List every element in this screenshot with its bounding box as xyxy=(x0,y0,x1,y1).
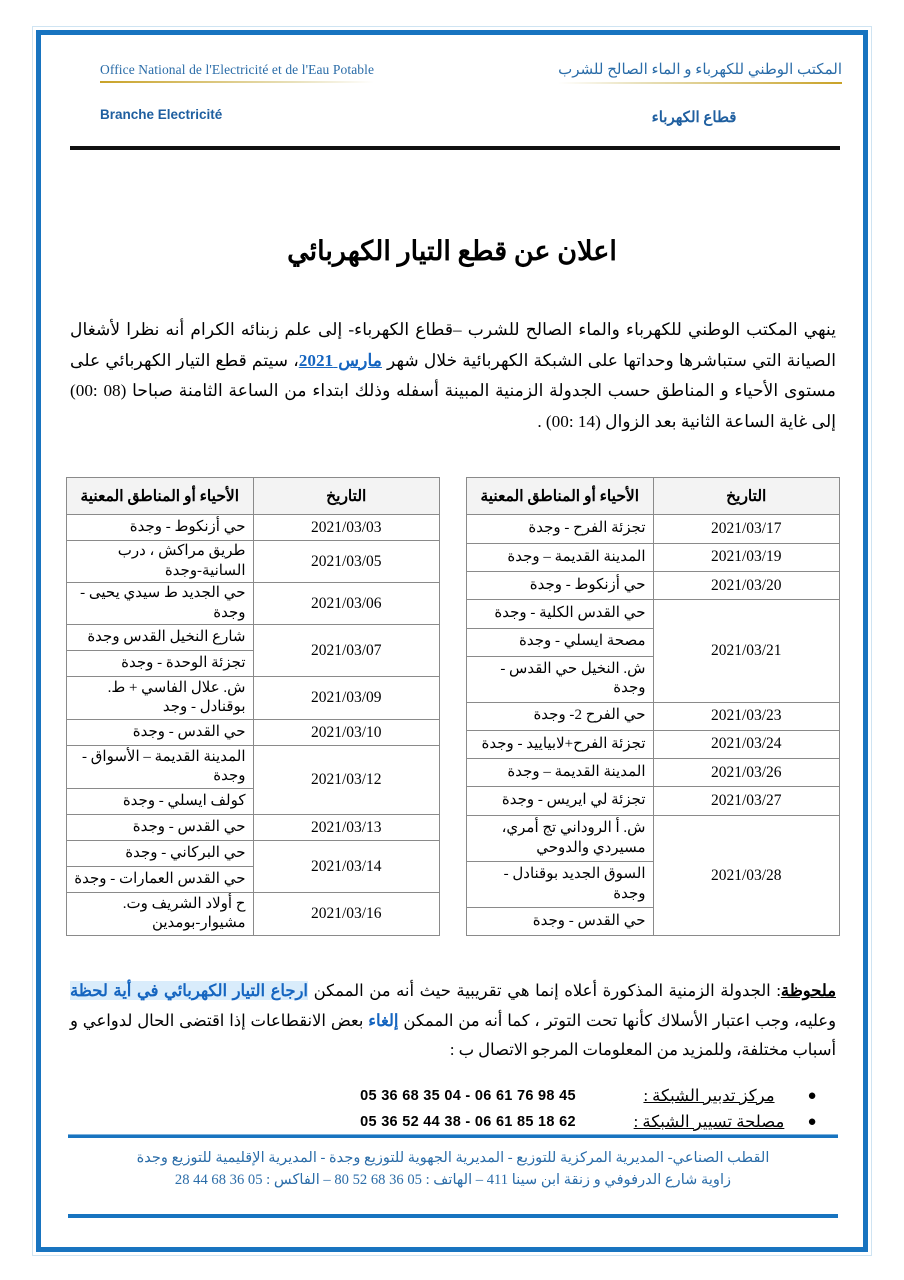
cell-date: 2021/03/28 xyxy=(653,815,840,936)
note-highlight-restore: ارجاع التيار الكهربائي في أية لحظة xyxy=(70,981,308,1001)
footer-divider-top xyxy=(68,1134,838,1138)
contact-item xyxy=(44,1086,820,1106)
cell-date: 2021/03/19 xyxy=(653,543,840,571)
intro-text-part2: ، سيتم قطع التيار الكهربائي على مستوى الأحياء و المناطق حسب الجدولة الزمنية المبينة أسفله وذلك ابتداء من الساعة الثامنة صباحا (08 :00) إلى غاية الساعة الثانية بعد الزوال (14 :00) . xyxy=(70,350,836,431)
schedule-tables xyxy=(66,477,840,936)
intro-month-highlight: مارس 2021 xyxy=(298,350,382,370)
bullet-icon: ● xyxy=(807,1087,817,1104)
contact-item xyxy=(44,1112,820,1132)
intro-text-part1: ينهي المكتب الوطني للكهرباء والماء الصالح للشرب –قطاع الكهرباء- إلى علم زبنائه الكرام أنه نظرا لأشغال الصيانة التي ستباشرها وحداتها على الشبكة الكهربائية خلال شهر xyxy=(70,320,836,370)
bullet-icon: ● xyxy=(807,1113,817,1130)
table-left-head xyxy=(467,478,840,515)
cell-zone: تجزئة الفرح - وجدة xyxy=(467,515,654,543)
letterhead xyxy=(44,38,860,150)
cell-zone: حي القدس - وجدة xyxy=(467,908,654,936)
table-right-header-row xyxy=(67,478,440,515)
table-row xyxy=(67,746,440,789)
cell-date: 2021/03/09 xyxy=(253,677,440,720)
cell-zone: حي القدس - وجدة xyxy=(67,720,254,746)
cell-date: 2021/03/03 xyxy=(253,515,440,541)
table-row xyxy=(67,677,440,720)
note-lead-label: ملحوظة xyxy=(780,981,836,1001)
cell-date: 2021/03/12 xyxy=(253,746,440,815)
table-row xyxy=(67,515,440,541)
cell-date: 2021/03/21 xyxy=(653,600,840,702)
table-left-body xyxy=(467,515,840,936)
schedule-table-right xyxy=(66,477,440,936)
cell-zone: المدينة القديمة – وجدة xyxy=(467,759,654,787)
cell-date: 2021/03/26 xyxy=(653,759,840,787)
letterhead-rule-french xyxy=(100,81,374,83)
table-right-head xyxy=(67,478,440,515)
table-row xyxy=(467,600,840,628)
cell-zone: حي القدس الكلية - وجدة xyxy=(467,600,654,628)
cell-zone: شارع النخيل القدس وجدة xyxy=(67,625,254,651)
cell-zone: ح أولاد الشريف وت. مشيوار-بومدين xyxy=(67,893,254,936)
cell-date: 2021/03/24 xyxy=(653,730,840,758)
table-row xyxy=(467,787,840,815)
table-right-header-date: التاريخ xyxy=(253,478,440,515)
note-highlight-cancel: إلغاء xyxy=(368,1010,399,1030)
footer-line-2: زاوية شارع الدرفوفي و زنقة ابن سينا 411 – الهاتف : 05 36 68 52 80 – الفاكس : 05 36 68 44 28 xyxy=(174,1172,732,1189)
cell-date: 2021/03/17 xyxy=(653,515,840,543)
schedule-table-left xyxy=(466,477,840,936)
table-row xyxy=(67,720,440,746)
cell-zone: تجزئة الفرح+لابياييد - وجدة xyxy=(467,730,654,758)
table-row xyxy=(67,541,440,583)
table-row xyxy=(467,759,840,787)
table-right-body xyxy=(67,515,440,936)
cell-date: 2021/03/14 xyxy=(253,841,440,893)
cell-date: 2021/03/27 xyxy=(653,787,840,815)
branch-name-arabic: قطاع الكهرباء xyxy=(651,110,737,126)
table-row xyxy=(67,583,440,625)
contact-label: مركز تدبير الشبكة : xyxy=(643,1086,775,1106)
table-row xyxy=(67,625,440,651)
letterhead-french xyxy=(100,62,374,122)
branch-name-french: Branche Electricité xyxy=(100,107,223,122)
cell-zone: المدينة القديمة – وجدة xyxy=(467,543,654,571)
letterhead-arabic xyxy=(558,60,842,127)
note-text-2: وعليه، وجب اعتبار الأسلاك كأنها تحت التوتر ، كما أنه من الممكن xyxy=(398,1010,837,1030)
cell-date: 2021/03/06 xyxy=(253,583,440,625)
note-paragraph xyxy=(70,976,836,1064)
cell-zone: تجزئة لي ايريس - وجدة xyxy=(467,787,654,815)
footer-divider-bottom xyxy=(68,1214,838,1218)
cell-date: 2021/03/07 xyxy=(253,625,440,677)
cell-date: 2021/03/16 xyxy=(253,893,440,936)
contact-phone-numbers: 05 36 68 35 04 - 06 61 76 98 45 xyxy=(360,1088,576,1105)
footer-line-1: القطب الصناعي- المديرية المركزية للتوزيع - المديرية الجهوية للتوزيع وجدة - المديرية الإقليمية للتوزيع وجدة xyxy=(136,1149,770,1166)
table-row xyxy=(467,702,840,730)
intro-paragraph xyxy=(70,315,836,437)
org-name-french: Office National de l'Electricité et de l'Eau Potable xyxy=(100,62,375,77)
cell-zone: ش. أ الروداني تج أمري، مسيردي والدوحي xyxy=(467,815,654,862)
table-left-header-zones: الأحياء أو المناطق المعنية xyxy=(467,478,654,515)
org-name-arabic: المكتب الوطني للكهرباء و الماء الصالح للشرب xyxy=(558,62,842,78)
cell-date: 2021/03/23 xyxy=(653,702,840,730)
header-divider xyxy=(70,146,840,150)
page-title: اعلان عن قطع التيار الكهربائي xyxy=(287,236,617,266)
cell-date: 2021/03/05 xyxy=(253,541,440,583)
cell-zone: حي أزنكوط - وجدة xyxy=(67,515,254,541)
cell-date: 2021/03/10 xyxy=(253,720,440,746)
contact-label: مصلحة تسيير الشبكة : xyxy=(633,1112,785,1132)
cell-zone: السوق الجديد بوقنادل - وجدة xyxy=(467,862,654,908)
table-row xyxy=(67,815,440,841)
table-left-header-date: التاريخ xyxy=(653,478,840,515)
note-text-1: : الجدولة الزمنية المذكورة أعلاه إنما هي تقريبية حيث أنه من الممكن xyxy=(308,981,781,1001)
table-right-header-zones: الأحياء أو المناطق المعنية xyxy=(67,478,254,515)
footer-text xyxy=(68,1147,838,1192)
cell-zone: ش. النخيل حي القدس - وجدة xyxy=(467,656,654,702)
table-row xyxy=(467,815,840,862)
cell-zone: تجزئة الوحدة - وجدة xyxy=(67,651,254,677)
cell-zone: حي الفرح 2- وجدة xyxy=(467,702,654,730)
cell-zone: طريق مراكش ، درب السانية-وجدة xyxy=(67,541,254,583)
cell-zone: حي القدس العمارات - وجدة xyxy=(67,867,254,893)
cell-zone: حي الجديد ط سيدي يحيى - وجدة xyxy=(67,583,254,625)
table-row xyxy=(467,730,840,758)
contacts-list xyxy=(44,1086,820,1132)
table-row xyxy=(467,543,840,571)
table-left-header-row xyxy=(467,478,840,515)
cell-zone: كولف ايسلي - وجدة xyxy=(67,789,254,815)
cell-zone: المدينة القديمة – الأسواق - وجدة xyxy=(67,746,254,789)
table-row xyxy=(467,515,840,543)
contact-phone-numbers: 05 36 52 44 38 - 06 61 85 18 62 xyxy=(360,1114,576,1131)
cell-zone: حي أزنكوط - وجدة xyxy=(467,572,654,600)
letterhead-rule-arabic xyxy=(558,82,842,84)
cell-zone: حي البركاني - وجدة xyxy=(67,841,254,867)
cell-zone: مصحة ايسلي - وجدة xyxy=(467,628,654,656)
table-row xyxy=(67,893,440,936)
cell-zone: حي القدس - وجدة xyxy=(67,815,254,841)
table-row xyxy=(67,841,440,867)
note-text-3: بعض الانقطاعات إذا اقتضى الحال لدواعي و أسباب مختلفة، وللمزيد من المعلومات المرجو الاتصال ب : xyxy=(70,1010,836,1059)
page-content xyxy=(44,38,860,1244)
cell-date: 2021/03/13 xyxy=(253,815,440,841)
table-row xyxy=(467,572,840,600)
cell-zone: ش. علال الفاسي + ط. بوقنادل - وجد xyxy=(67,677,254,720)
cell-date: 2021/03/20 xyxy=(653,572,840,600)
